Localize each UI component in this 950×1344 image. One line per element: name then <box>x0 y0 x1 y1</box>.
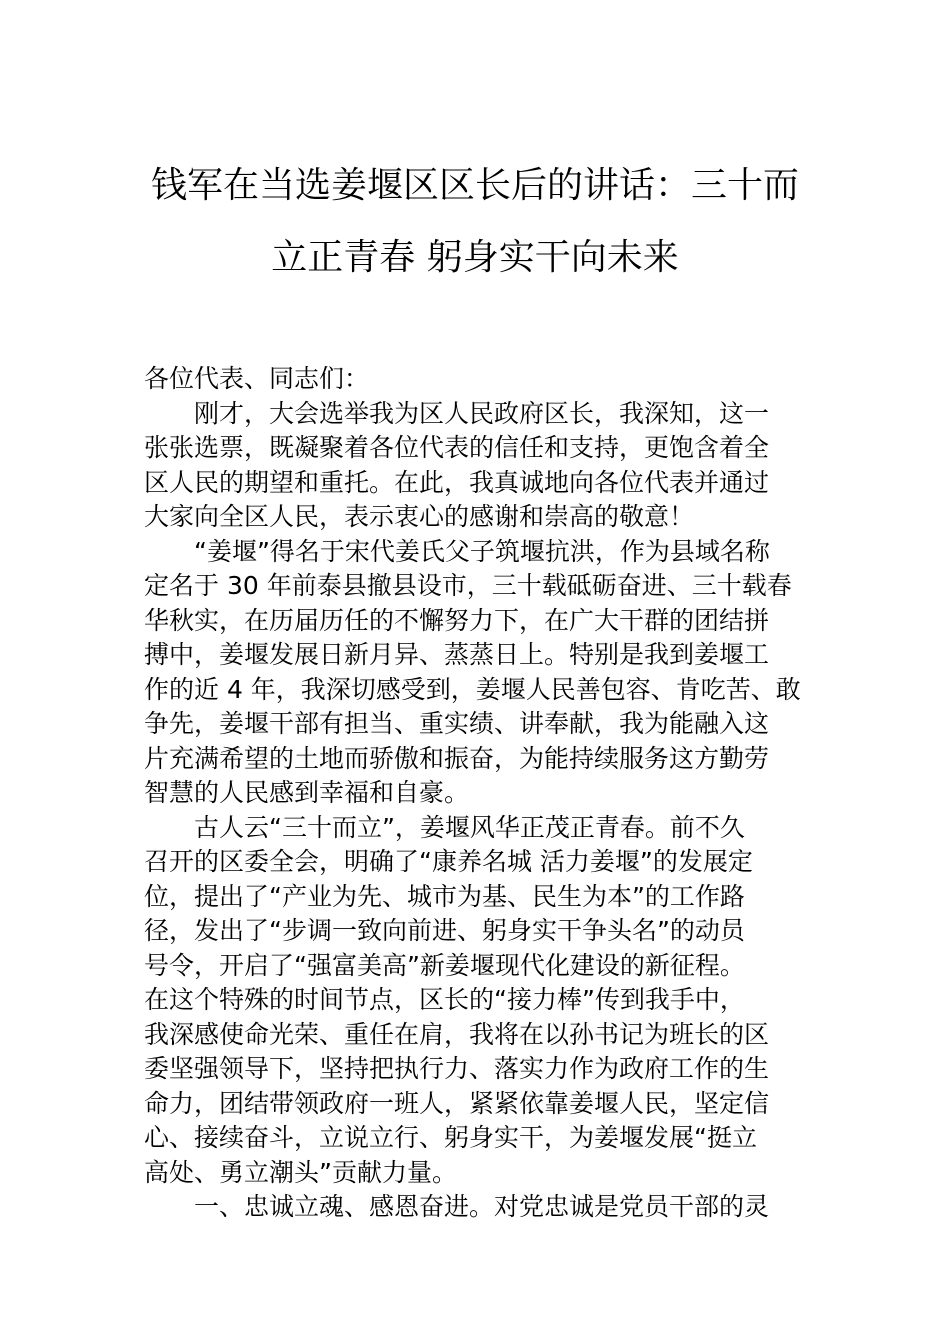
body-text-line: 争先，姜堰干部有担当、重实绩、讲奉献，我为能融入这 <box>144 709 770 738</box>
body-text-line: 各位代表、同志们： <box>144 364 370 393</box>
body-text-line: 心、接续奋斗，立说立行、躬身实干，为姜堰发展“挺立 <box>144 1123 757 1152</box>
body-text-line: 片充满希望的土地而骄傲和振奋，为能持续服务这方勤劳 <box>144 743 770 773</box>
body-text-line: 命力，团结带领政府一班人，紧紧依靠姜堰人民，坚定信 <box>144 1088 770 1118</box>
body-text-line: 搏中，姜堰发展日新月异、蒸蒸日上。特别是我到姜堰工 <box>144 640 770 669</box>
body-text-line: 智慧的人民感到幸福和自豪。 <box>144 778 470 807</box>
body-text-line: 径，发出了“步调一致向前进、躬身实干争头名”的动员 <box>144 916 745 945</box>
body-text-line: “姜堰”得名于宋代姜氏父子筑堰抗洪，作为县域名称 <box>194 536 770 566</box>
body-text-line: 定名于 30 年前泰县撤县设市，三十载砥砺奋进、三十载春 <box>144 571 792 600</box>
document-body <box>144 362 814 1225</box>
document-title-line-1: 钱军在当选姜堰区区长后的讲话：三十而 <box>150 165 799 206</box>
body-text-line: 张张选票，既凝聚着各位代表的信任和支持，更饱含着全 <box>144 433 770 462</box>
body-text-line: 作的近 4 年，我深切感受到，姜堰人民善包容、肯吃苦、敢 <box>144 674 801 704</box>
body-text-line: 召开的区委全会，明确了“康养名城 活力姜堰”的发展定 <box>144 847 753 876</box>
body-text-line: 在这个特殊的时间节点，区长的“接力棒”传到我手中， <box>144 985 745 1014</box>
body-text-line: 高处、勇立潮头”贡献力量。 <box>144 1157 457 1187</box>
body-text-line: 我深感使命光荣、重任在肩，我将在以孙书记为班长的区 <box>144 1019 770 1049</box>
body-text-line: 古人云“三十而立”，姜堰风华正茂正青春。前不久 <box>194 812 745 842</box>
body-text-line: 区人民的期望和重托。在此，我真诚地向各位代表并通过 <box>144 467 770 497</box>
body-text-line: 大家向全区人民，表示衷心的感谢和崇高的敬意！ <box>144 502 695 531</box>
document-title-line-2: 立正青春 躬身实干向未来 <box>271 237 679 278</box>
body-text-line: 位，提出了“产业为先、城市为基、民生为本”的工作路 <box>144 881 745 911</box>
body-text-line: 号令，开启了“强富美高”新姜堰现代化建设的新征程。 <box>144 950 745 980</box>
body-text-line: 一、忠诚立魂、感恩奋进。对党忠诚是党员干部的灵 <box>194 1192 770 1221</box>
body-text-line: 华秋实，在历届历任的不懈努力下，在广大干群的团结拼 <box>144 605 770 635</box>
body-text-line: 委坚强领导下，坚持把执行力、落实力作为政府工作的生 <box>144 1054 770 1083</box>
body-text-line: 刚才，大会选举我为区人民政府区长，我深知，这一 <box>194 398 770 428</box>
